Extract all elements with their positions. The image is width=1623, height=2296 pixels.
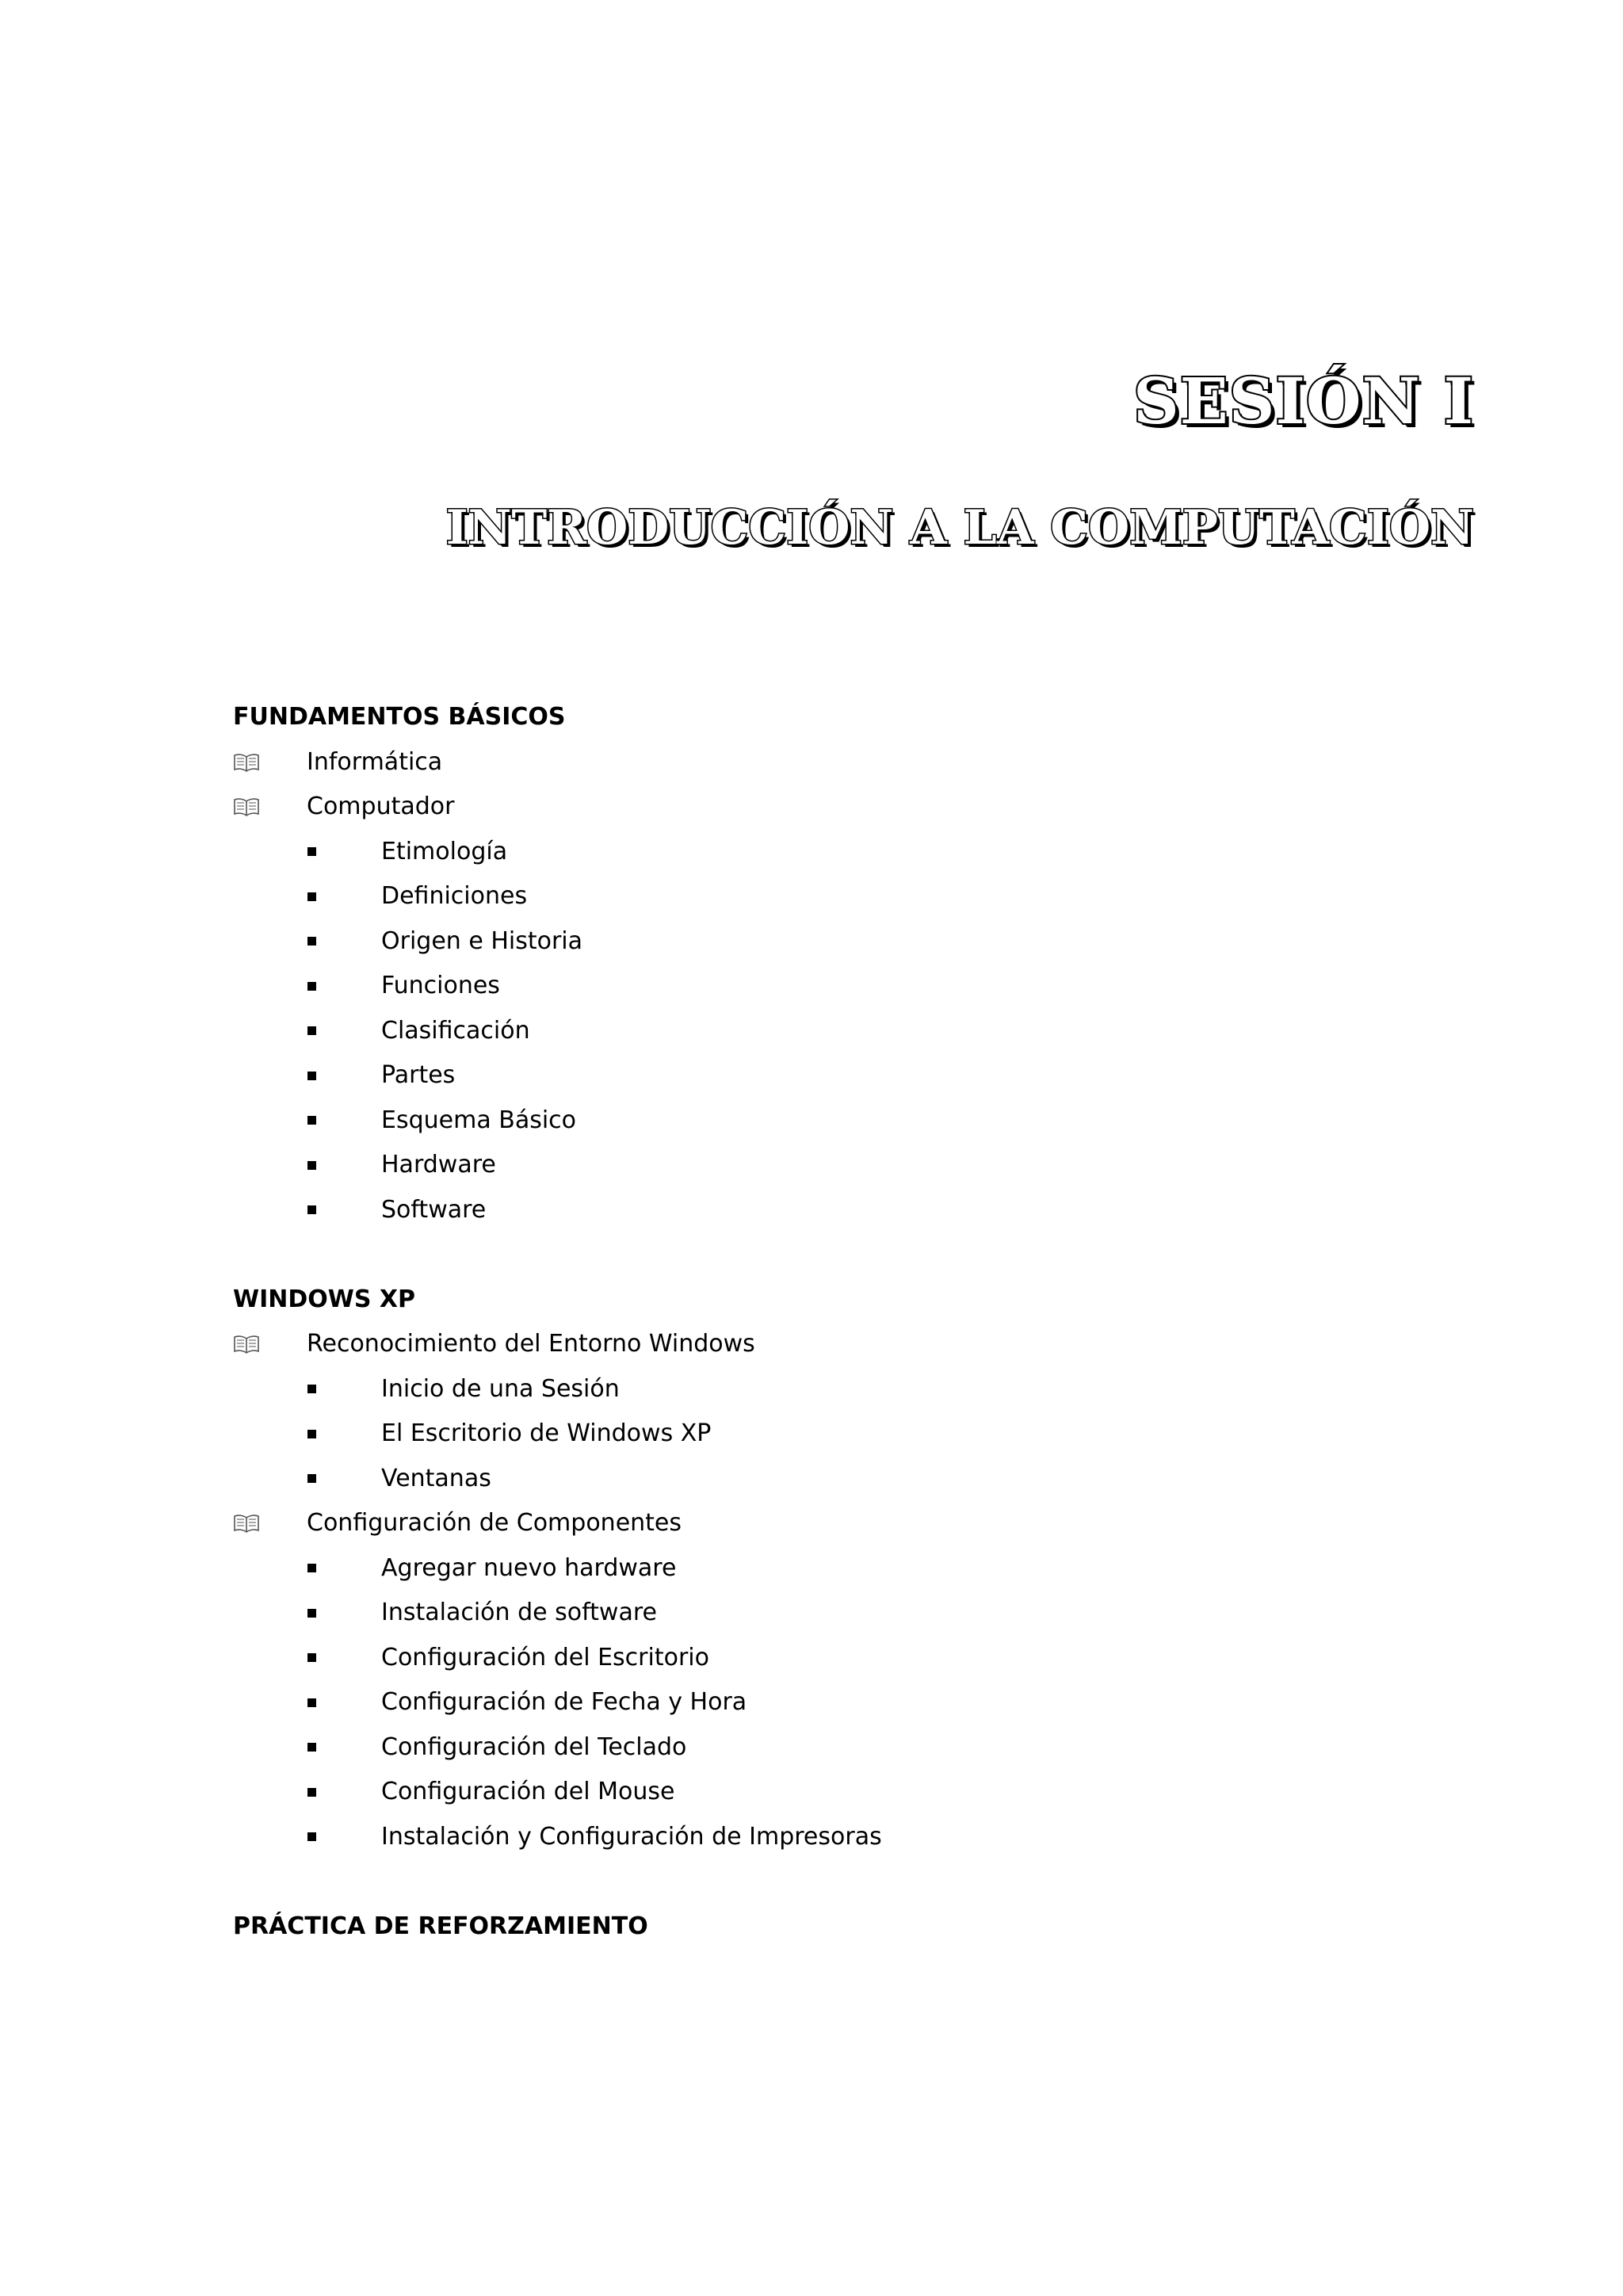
outline-subitem-label: Definiciones <box>381 882 528 910</box>
square-bullet-icon <box>307 1725 317 1770</box>
outline-subitem <box>0 1367 1623 1412</box>
outline-subitem-label: Hardware <box>381 1151 496 1179</box>
outline-subitem <box>0 919 1623 964</box>
outline-item <box>0 785 1623 829</box>
square-bullet-icon <box>307 1009 317 1053</box>
square-bullet-icon <box>307 919 317 964</box>
square-bullet-icon <box>307 964 317 1008</box>
square-bullet-icon <box>307 1143 317 1187</box>
outline-subitem-label: Instalación y Configuración de Impresoras <box>381 1822 882 1851</box>
outline-subitem-label: Etimología <box>381 837 508 865</box>
outline-subitem <box>0 1815 1623 1859</box>
open-book-icon <box>233 785 260 829</box>
section-heading: FUNDAMENTOS BÁSICOS <box>233 703 566 731</box>
square-bullet-icon <box>307 1770 317 1814</box>
outline-subitem <box>0 1188 1623 1232</box>
outline-item-label: Reconocimiento del Entorno Windows <box>307 1330 755 1358</box>
outline-item <box>0 1322 1623 1366</box>
outline-subitem <box>0 1591 1623 1635</box>
session-title: SESIÓN I <box>1132 364 1474 438</box>
square-bullet-icon <box>307 1053 317 1098</box>
square-bullet-icon <box>307 874 317 919</box>
outline-subitem-label: Partes <box>381 1061 456 1089</box>
outline-subitem-label: Software <box>381 1195 487 1224</box>
outline-item-label: Computador <box>307 793 455 820</box>
outline-item <box>0 740 1623 785</box>
outline-subitem <box>0 1009 1623 1053</box>
square-bullet-icon <box>307 1815 317 1859</box>
open-book-icon <box>233 1501 260 1545</box>
outline-subitem-label: Esquema Básico <box>381 1106 577 1134</box>
open-book-icon <box>233 740 260 785</box>
outline-subitem-label: Configuración del Teclado <box>381 1733 687 1761</box>
outline-subitem-label: Configuración del Escritorio <box>381 1643 709 1671</box>
square-bullet-icon <box>307 1680 317 1725</box>
outline-item <box>0 1501 1623 1545</box>
outline-subitem <box>0 1680 1623 1725</box>
outline-subitem <box>0 874 1623 919</box>
square-bullet-icon <box>307 830 317 874</box>
outline-subitem <box>0 1770 1623 1814</box>
outline-subitem-label: Clasificación <box>381 1016 530 1045</box>
open-book-icon <box>233 1322 260 1366</box>
section-heading: WINDOWS XP <box>233 1285 416 1313</box>
outline-subitem <box>0 1412 1623 1456</box>
outline-subitem <box>0 830 1623 874</box>
outline-subitem <box>0 964 1623 1008</box>
outline-subitem <box>0 1053 1623 1098</box>
square-bullet-icon <box>307 1636 317 1680</box>
outline-subitem <box>0 1457 1623 1501</box>
outline-subitem <box>0 1546 1623 1591</box>
outline-subitem <box>0 1098 1623 1143</box>
outline-subitem-label: Configuración del Mouse <box>381 1778 675 1805</box>
outline-item-label: Configuración de Componentes <box>307 1509 682 1537</box>
square-bullet-icon <box>307 1591 317 1635</box>
session-subtitle: INTRODUCCIÓN A LA COMPUTACIÓN <box>445 500 1474 556</box>
square-bullet-icon <box>307 1098 317 1143</box>
outline-subitem-label: Inicio de una Sesión <box>381 1374 620 1403</box>
outline-subitem-label: El Escritorio de Windows XP <box>381 1419 712 1447</box>
outline-subitem-label: Funciones <box>381 972 500 999</box>
square-bullet-icon <box>307 1367 317 1412</box>
square-bullet-icon <box>307 1457 317 1501</box>
outline-subitem <box>0 1143 1623 1187</box>
section-heading: PRÁCTICA DE REFORZAMIENTO <box>233 1912 648 1940</box>
outline-subitem-label: Instalación de software <box>381 1599 657 1626</box>
outline-item-label: Informática <box>307 747 443 776</box>
square-bullet-icon <box>307 1546 317 1591</box>
square-bullet-icon <box>307 1188 317 1232</box>
outline-subitem-label: Configuración de Fecha y Hora <box>381 1688 747 1716</box>
outline-subitem-label: Agregar nuevo hardware <box>381 1553 677 1582</box>
outline-subitem-label: Ventanas <box>381 1464 491 1492</box>
outline-subitem <box>0 1725 1623 1770</box>
outline-subitem <box>0 1636 1623 1680</box>
square-bullet-icon <box>307 1412 317 1456</box>
outline-subitem-label: Origen e Historia <box>381 926 583 955</box>
